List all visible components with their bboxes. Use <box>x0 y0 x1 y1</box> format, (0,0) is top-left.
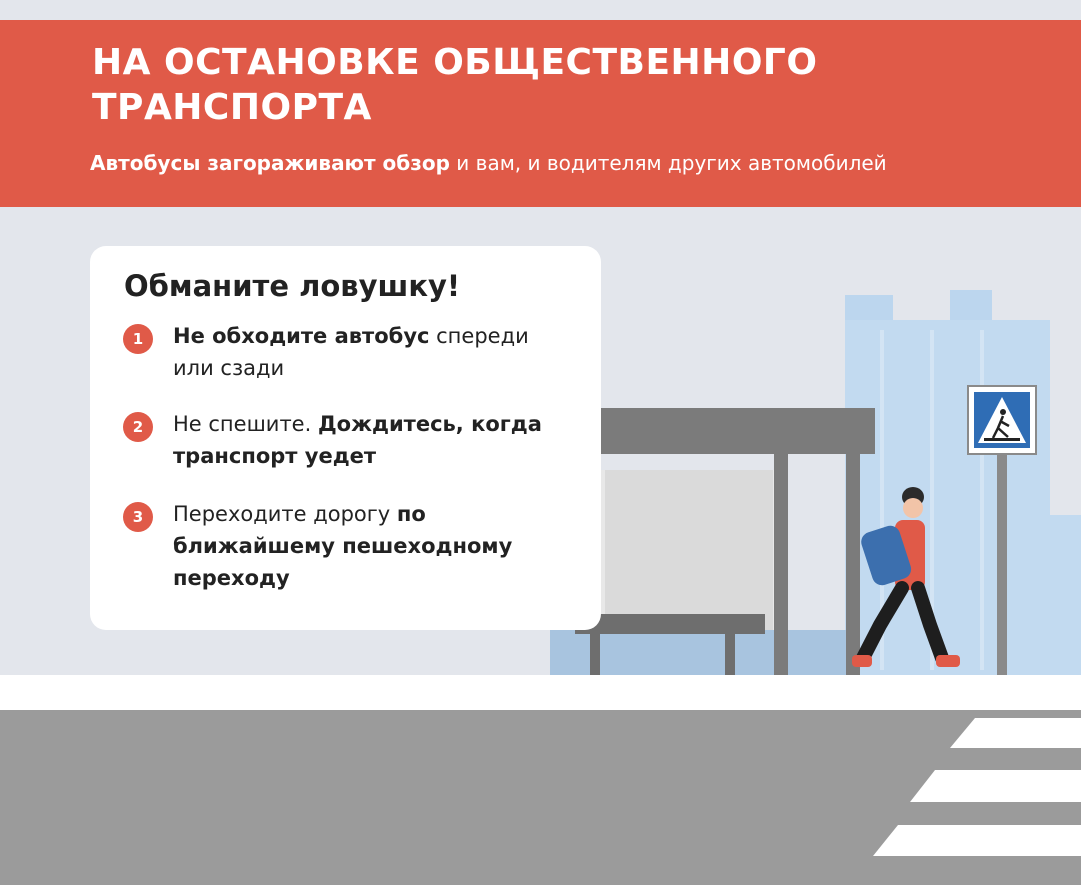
step-number-badge: 1 <box>123 324 153 354</box>
step-number-badge: 2 <box>123 412 153 442</box>
tip-plain: Переходите дорогу <box>173 502 397 526</box>
sidewalk <box>0 675 1081 710</box>
step-number-badge: 3 <box>123 502 153 532</box>
tip-text <box>173 408 573 472</box>
subtitle-emphasis: Автобусы загораживают обзор <box>90 151 450 175</box>
tip-plain: Не спешите. <box>173 412 318 436</box>
tips-card <box>90 246 601 630</box>
tips-card-title: Обманите ловушку! <box>124 269 461 303</box>
tip-emphasis: Не обходите автобус <box>173 324 430 348</box>
tip-text <box>173 498 573 594</box>
tip-text <box>173 320 573 384</box>
header-banner <box>0 20 1081 207</box>
tip-emphasis: по ближайшему пешеходному переходу <box>173 502 513 590</box>
page-subtitle <box>90 150 1050 176</box>
subtitle-rest: и вам, и водителям других автомобилей <box>449 151 887 175</box>
page-title: НА ОСТАНОВКЕ ОБЩЕСТВЕННОГО ТРАНСПОРТА <box>92 42 818 128</box>
tip-emphasis: Дождитесь, когда транспорт уедет <box>173 412 542 468</box>
tip-rest: спереди или сзади <box>173 324 529 380</box>
